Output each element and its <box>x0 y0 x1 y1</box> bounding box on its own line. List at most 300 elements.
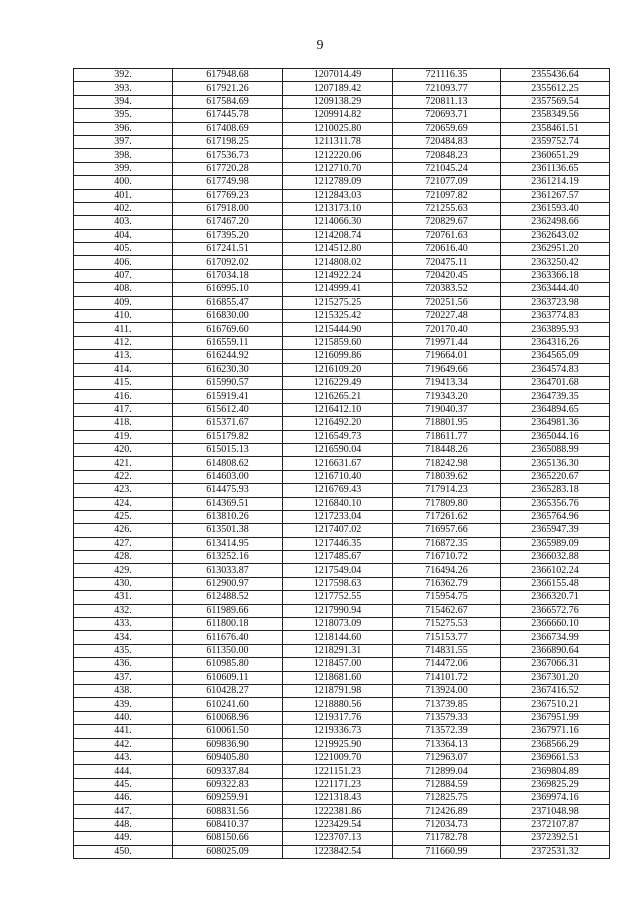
table-row <box>74 323 610 336</box>
coord-y2-cell: 2364565.09 <box>501 350 610 363</box>
coord-x1-cell: 613501.38 <box>173 524 283 537</box>
coord-x2-cell: 712426.89 <box>393 805 501 818</box>
coord-x2-cell: 721045.24 <box>393 162 501 175</box>
coord-x2-cell: 720616.40 <box>393 243 501 256</box>
coord-y1-cell: 1218457.00 <box>283 658 393 671</box>
point-number-cell: 417. <box>74 403 173 416</box>
coord-y2-cell: 2366734.99 <box>501 631 610 644</box>
coord-x1-cell: 615990.57 <box>173 376 283 389</box>
coord-x2-cell: 713364.13 <box>393 738 501 751</box>
table-row <box>74 69 610 82</box>
coord-y1-cell: 1217407.02 <box>283 524 393 537</box>
coord-x1-cell: 613252.16 <box>173 551 283 564</box>
coord-x1-cell: 608831.56 <box>173 805 283 818</box>
coord-y2-cell: 2355436.64 <box>501 69 610 82</box>
point-number-cell: 413. <box>74 350 173 363</box>
coord-x1-cell: 615179.82 <box>173 430 283 443</box>
coord-y1-cell: 1221318.43 <box>283 792 393 805</box>
coord-y1-cell: 1217598.63 <box>283 577 393 590</box>
point-number-cell: 431. <box>74 591 173 604</box>
coord-y1-cell: 1212843.03 <box>283 189 393 202</box>
coord-y2-cell: 2367971.16 <box>501 725 610 738</box>
point-number-cell: 426. <box>74 524 173 537</box>
coord-x1-cell: 617749.98 <box>173 176 283 189</box>
coord-y2-cell: 2366660.10 <box>501 618 610 631</box>
coord-y2-cell: 2368566.29 <box>501 738 610 751</box>
coord-y2-cell: 2355612.25 <box>501 82 610 95</box>
point-number-cell: 441. <box>74 725 173 738</box>
coord-x2-cell: 720693.71 <box>393 109 501 122</box>
coord-x1-cell: 611676.40 <box>173 631 283 644</box>
table-row <box>74 376 610 389</box>
coord-y2-cell: 2366890.64 <box>501 644 610 657</box>
coord-x2-cell: 721077.09 <box>393 176 501 189</box>
table-row <box>74 95 610 108</box>
coord-x1-cell: 613033.87 <box>173 564 283 577</box>
point-number-cell: 438. <box>74 684 173 697</box>
coord-y2-cell: 2367066.31 <box>501 658 610 671</box>
coord-y2-cell: 2371048.98 <box>501 805 610 818</box>
point-number-cell: 445. <box>74 778 173 791</box>
coord-x2-cell: 713572.39 <box>393 725 501 738</box>
coord-y2-cell: 2369825.29 <box>501 778 610 791</box>
table-row <box>74 390 610 403</box>
coord-y1-cell: 1216229.49 <box>283 376 393 389</box>
coord-x1-cell: 615015.13 <box>173 443 283 456</box>
coord-x1-cell: 610609.11 <box>173 671 283 684</box>
coord-x1-cell: 617921.26 <box>173 82 283 95</box>
coordinates-table-body <box>74 69 610 859</box>
coord-x2-cell: 715462.67 <box>393 604 501 617</box>
coord-x1-cell: 609836.90 <box>173 738 283 751</box>
coord-x2-cell: 714831.55 <box>393 644 501 657</box>
coord-y1-cell: 1216412.10 <box>283 403 393 416</box>
table-row <box>74 135 610 148</box>
point-number-cell: 416. <box>74 390 173 403</box>
coord-y2-cell: 2363250.42 <box>501 256 610 269</box>
point-number-cell: 403. <box>74 216 173 229</box>
table-row <box>74 457 610 470</box>
coord-x1-cell: 616995.10 <box>173 283 283 296</box>
point-number-cell: 399. <box>74 162 173 175</box>
coord-y2-cell: 2365764.96 <box>501 510 610 523</box>
coord-y1-cell: 1221009.70 <box>283 751 393 764</box>
coord-y2-cell: 2364574.83 <box>501 363 610 376</box>
coord-x2-cell: 717261.62 <box>393 510 501 523</box>
table-row <box>74 551 610 564</box>
table-row <box>74 350 610 363</box>
coord-x2-cell: 716957.66 <box>393 524 501 537</box>
point-number-cell: 392. <box>74 69 173 82</box>
coord-x2-cell: 719649.66 <box>393 363 501 376</box>
point-number-cell: 430. <box>74 577 173 590</box>
table-row <box>74 336 610 349</box>
coord-y1-cell: 1216590.04 <box>283 443 393 456</box>
point-number-cell: 412. <box>74 336 173 349</box>
coord-x1-cell: 612900.97 <box>173 577 283 590</box>
coord-y2-cell: 2358349.56 <box>501 109 610 122</box>
coord-x1-cell: 609337.84 <box>173 765 283 778</box>
coord-x2-cell: 720761.63 <box>393 229 501 242</box>
table-row <box>74 778 610 791</box>
point-number-cell: 397. <box>74 135 173 148</box>
point-number-cell: 395. <box>74 109 173 122</box>
coord-x1-cell: 611989.66 <box>173 604 283 617</box>
coord-y1-cell: 1223707.13 <box>283 832 393 845</box>
coord-y2-cell: 2357569.54 <box>501 95 610 108</box>
coord-x2-cell: 714472.06 <box>393 658 501 671</box>
table-row <box>74 363 610 376</box>
point-number-cell: 440. <box>74 711 173 724</box>
coord-x2-cell: 720251.56 <box>393 296 501 309</box>
coord-y2-cell: 2372107.87 <box>501 818 610 831</box>
table-row <box>74 216 610 229</box>
coord-y1-cell: 1215275.25 <box>283 296 393 309</box>
coord-y1-cell: 1212710.70 <box>283 162 393 175</box>
point-number-cell: 410. <box>74 310 173 323</box>
coord-x2-cell: 719343.20 <box>393 390 501 403</box>
coord-y1-cell: 1216710.40 <box>283 470 393 483</box>
table-row <box>74 792 610 805</box>
coord-x1-cell: 617918.00 <box>173 202 283 215</box>
point-number-cell: 449. <box>74 832 173 845</box>
table-row <box>74 564 610 577</box>
coord-x2-cell: 713739.85 <box>393 698 501 711</box>
coord-x2-cell: 720170.40 <box>393 323 501 336</box>
point-number-cell: 444. <box>74 765 173 778</box>
coord-y2-cell: 2363444.40 <box>501 283 610 296</box>
coord-x2-cell: 711782.78 <box>393 832 501 845</box>
coord-x1-cell: 617241.51 <box>173 243 283 256</box>
coord-x1-cell: 610985.80 <box>173 658 283 671</box>
coord-y2-cell: 2365044.16 <box>501 430 610 443</box>
coord-x2-cell: 718611.77 <box>393 430 501 443</box>
coordinates-table <box>73 68 610 859</box>
coord-y2-cell: 2359752.74 <box>501 135 610 148</box>
table-row <box>74 296 610 309</box>
coord-y2-cell: 2372392.51 <box>501 832 610 845</box>
coord-x1-cell: 616244.92 <box>173 350 283 363</box>
table-row <box>74 765 610 778</box>
coord-y2-cell: 2361214.19 <box>501 176 610 189</box>
coord-x1-cell: 610061.50 <box>173 725 283 738</box>
coord-x2-cell: 712034.73 <box>393 818 501 831</box>
table-row <box>74 818 610 831</box>
coord-x1-cell: 616830.00 <box>173 310 283 323</box>
coord-y1-cell: 1209914.82 <box>283 109 393 122</box>
table-row <box>74 644 610 657</box>
coord-x1-cell: 611350.00 <box>173 644 283 657</box>
point-number-cell: 443. <box>74 751 173 764</box>
coord-y2-cell: 2372531.32 <box>501 845 610 858</box>
coord-x2-cell: 716710.72 <box>393 551 501 564</box>
coord-y1-cell: 1216769.43 <box>283 484 393 497</box>
table-row <box>74 845 610 858</box>
coord-x1-cell: 617198.25 <box>173 135 283 148</box>
coord-y1-cell: 1211311.78 <box>283 135 393 148</box>
coord-y2-cell: 2361267.57 <box>501 189 610 202</box>
coord-x2-cell: 719040.37 <box>393 403 501 416</box>
coord-y2-cell: 2364739.35 <box>501 390 610 403</box>
table-row <box>74 443 610 456</box>
coord-y1-cell: 1221151.23 <box>283 765 393 778</box>
coord-x1-cell: 613414.95 <box>173 537 283 550</box>
coord-x1-cell: 610068.96 <box>173 711 283 724</box>
point-number-cell: 424. <box>74 497 173 510</box>
coord-y1-cell: 1207014.49 <box>283 69 393 82</box>
coord-y1-cell: 1218880.56 <box>283 698 393 711</box>
coord-x1-cell: 615612.40 <box>173 403 283 416</box>
coord-x1-cell: 614808.62 <box>173 457 283 470</box>
coord-y1-cell: 1217990.94 <box>283 604 393 617</box>
table-row <box>74 738 610 751</box>
coord-y1-cell: 1218144.60 <box>283 631 393 644</box>
coord-x2-cell: 721116.35 <box>393 69 501 82</box>
point-number-cell: 439. <box>74 698 173 711</box>
coord-y2-cell: 2369974.16 <box>501 792 610 805</box>
table-row <box>74 229 610 242</box>
table-row <box>74 189 610 202</box>
table-row <box>74 671 610 684</box>
coord-x1-cell: 611800.18 <box>173 618 283 631</box>
point-number-cell: 442. <box>74 738 173 751</box>
point-number-cell: 415. <box>74 376 173 389</box>
point-number-cell: 405. <box>74 243 173 256</box>
table-row <box>74 658 610 671</box>
point-number-cell: 437. <box>74 671 173 684</box>
coord-x1-cell: 614475.93 <box>173 484 283 497</box>
coord-y1-cell: 1210025.80 <box>283 122 393 135</box>
coord-y1-cell: 1219336.73 <box>283 725 393 738</box>
point-number-cell: 414. <box>74 363 173 376</box>
coord-y1-cell: 1213173.10 <box>283 202 393 215</box>
coord-y2-cell: 2363723.98 <box>501 296 610 309</box>
coord-y1-cell: 1214999.41 <box>283 283 393 296</box>
table-row <box>74 604 610 617</box>
point-number-cell: 446. <box>74 792 173 805</box>
coord-x2-cell: 712825.75 <box>393 792 501 805</box>
coord-x1-cell: 617092.02 <box>173 256 283 269</box>
coord-y1-cell: 1219317.76 <box>283 711 393 724</box>
coord-y1-cell: 1216631.67 <box>283 457 393 470</box>
point-number-cell: 436. <box>74 658 173 671</box>
coord-x2-cell: 718801.95 <box>393 417 501 430</box>
coord-x2-cell: 720484.83 <box>393 135 501 148</box>
table-row <box>74 510 610 523</box>
point-number-cell: 428. <box>74 551 173 564</box>
coord-x1-cell: 614603.00 <box>173 470 283 483</box>
coord-x1-cell: 609322.83 <box>173 778 283 791</box>
coord-x2-cell: 718039.62 <box>393 470 501 483</box>
point-number-cell: 448. <box>74 818 173 831</box>
point-number-cell: 408. <box>74 283 173 296</box>
coord-y1-cell: 1218291.31 <box>283 644 393 657</box>
coord-y2-cell: 2364894.65 <box>501 403 610 416</box>
coord-y1-cell: 1217549.04 <box>283 564 393 577</box>
coord-x1-cell: 617034.18 <box>173 269 283 282</box>
table-row <box>74 618 610 631</box>
point-number-cell: 447. <box>74 805 173 818</box>
table-row <box>74 256 610 269</box>
coord-y2-cell: 2365283.18 <box>501 484 610 497</box>
table-row <box>74 497 610 510</box>
coord-x2-cell: 718242.98 <box>393 457 501 470</box>
coord-y2-cell: 2366320.71 <box>501 591 610 604</box>
coord-x2-cell: 716872.35 <box>393 537 501 550</box>
table-row <box>74 243 610 256</box>
coord-y2-cell: 2362498.66 <box>501 216 610 229</box>
coord-y2-cell: 2361593.40 <box>501 202 610 215</box>
coord-x1-cell: 608410.37 <box>173 818 283 831</box>
table-row <box>74 591 610 604</box>
coord-x2-cell: 717809.80 <box>393 497 501 510</box>
point-number-cell: 421. <box>74 457 173 470</box>
coord-y2-cell: 2365989.09 <box>501 537 610 550</box>
coord-y2-cell: 2365088.99 <box>501 443 610 456</box>
coord-y2-cell: 2363774.83 <box>501 310 610 323</box>
coord-x2-cell: 720420.45 <box>393 269 501 282</box>
table-row <box>74 162 610 175</box>
table-row <box>74 524 610 537</box>
coord-y1-cell: 1218681.60 <box>283 671 393 684</box>
coord-x2-cell: 713924.00 <box>393 684 501 697</box>
coord-y1-cell: 1214512.80 <box>283 243 393 256</box>
coord-y1-cell: 1214066.30 <box>283 216 393 229</box>
table-row <box>74 283 610 296</box>
table-row <box>74 202 610 215</box>
coord-x2-cell: 718448.26 <box>393 443 501 456</box>
point-number-cell: 427. <box>74 537 173 550</box>
coord-y1-cell: 1212220.06 <box>283 149 393 162</box>
table-row <box>74 109 610 122</box>
coord-y2-cell: 2358461.51 <box>501 122 610 135</box>
table-row <box>74 149 610 162</box>
table-row <box>74 711 610 724</box>
coord-x1-cell: 617948.68 <box>173 69 283 82</box>
table-row <box>74 537 610 550</box>
table-row <box>74 403 610 416</box>
table-row <box>74 82 610 95</box>
table-row <box>74 417 610 430</box>
coord-y2-cell: 2367301.20 <box>501 671 610 684</box>
point-number-cell: 398. <box>74 149 173 162</box>
coord-x2-cell: 721093.77 <box>393 82 501 95</box>
coord-x2-cell: 715153.77 <box>393 631 501 644</box>
coord-y1-cell: 1222381.86 <box>283 805 393 818</box>
coord-x1-cell: 617720.28 <box>173 162 283 175</box>
table-row <box>74 470 610 483</box>
coord-y1-cell: 1217233.04 <box>283 510 393 523</box>
table-row <box>74 176 610 189</box>
coord-x1-cell: 616769.60 <box>173 323 283 336</box>
coord-x2-cell: 716494.26 <box>393 564 501 577</box>
coord-x1-cell: 612488.52 <box>173 591 283 604</box>
page-number: 9 <box>316 38 324 53</box>
coord-y1-cell: 1223429.54 <box>283 818 393 831</box>
coord-x1-cell: 616559.11 <box>173 336 283 349</box>
coord-x1-cell: 608025.09 <box>173 845 283 858</box>
coord-y2-cell: 2367416.52 <box>501 684 610 697</box>
coord-x2-cell: 715954.75 <box>393 591 501 604</box>
coord-y1-cell: 1209138.29 <box>283 95 393 108</box>
coord-y2-cell: 2360651.29 <box>501 149 610 162</box>
point-number-cell: 407. <box>74 269 173 282</box>
coord-y1-cell: 1217485.67 <box>283 551 393 564</box>
table-row <box>74 122 610 135</box>
coord-x2-cell: 720475.11 <box>393 256 501 269</box>
point-number-cell: 396. <box>74 122 173 135</box>
coord-x1-cell: 614369.51 <box>173 497 283 510</box>
coord-x2-cell: 715275.53 <box>393 618 501 631</box>
coord-x2-cell: 719413.34 <box>393 376 501 389</box>
table-row <box>74 269 610 282</box>
table-row <box>74 684 610 697</box>
table-row <box>74 832 610 845</box>
coord-x2-cell: 712884.59 <box>393 778 501 791</box>
point-number-cell: 401. <box>74 189 173 202</box>
coord-x1-cell: 615919.41 <box>173 390 283 403</box>
coord-x1-cell: 616230.30 <box>173 363 283 376</box>
coord-y1-cell: 1212789.09 <box>283 176 393 189</box>
point-number-cell: 429. <box>74 564 173 577</box>
point-number-cell: 419. <box>74 430 173 443</box>
coord-x1-cell: 617445.78 <box>173 109 283 122</box>
coord-x1-cell: 617408.69 <box>173 122 283 135</box>
coord-y2-cell: 2363366.18 <box>501 269 610 282</box>
point-number-cell: 435. <box>74 644 173 657</box>
coord-x2-cell: 721097.82 <box>393 189 501 202</box>
coord-y1-cell: 1218791.98 <box>283 684 393 697</box>
point-number-cell: 404. <box>74 229 173 242</box>
coord-x2-cell: 719664.01 <box>393 350 501 363</box>
coord-y2-cell: 2365220.67 <box>501 470 610 483</box>
table-row <box>74 725 610 738</box>
coord-y1-cell: 1216265.21 <box>283 390 393 403</box>
coord-y1-cell: 1215325.42 <box>283 310 393 323</box>
coord-x1-cell: 617395.20 <box>173 229 283 242</box>
coord-y2-cell: 2364981.36 <box>501 417 610 430</box>
point-number-cell: 450. <box>74 845 173 858</box>
coord-x2-cell: 712963.07 <box>393 751 501 764</box>
coord-y2-cell: 2366102.24 <box>501 564 610 577</box>
point-number-cell: 422. <box>74 470 173 483</box>
coord-x2-cell: 721255.63 <box>393 202 501 215</box>
coord-x1-cell: 609259.91 <box>173 792 283 805</box>
coord-y1-cell: 1215859.60 <box>283 336 393 349</box>
coord-y1-cell: 1221171.23 <box>283 778 393 791</box>
coord-x1-cell: 617769.23 <box>173 189 283 202</box>
table-row <box>74 751 610 764</box>
coord-y2-cell: 2365947.39 <box>501 524 610 537</box>
coord-y2-cell: 2366032.88 <box>501 551 610 564</box>
coord-x2-cell: 720848.23 <box>393 149 501 162</box>
table-row <box>74 631 610 644</box>
coord-x2-cell: 720383.52 <box>393 283 501 296</box>
coord-y2-cell: 2366155.48 <box>501 577 610 590</box>
coord-x1-cell: 617584.69 <box>173 95 283 108</box>
coord-y1-cell: 1207189.42 <box>283 82 393 95</box>
coord-x2-cell: 720227.48 <box>393 310 501 323</box>
table-row <box>74 484 610 497</box>
coord-y1-cell: 1218073.09 <box>283 618 393 631</box>
coord-y1-cell: 1216840.10 <box>283 497 393 510</box>
coord-y2-cell: 2369661.53 <box>501 751 610 764</box>
coord-y2-cell: 2366572.76 <box>501 604 610 617</box>
point-number-cell: 406. <box>74 256 173 269</box>
coord-y1-cell: 1216492.20 <box>283 417 393 430</box>
point-number-cell: 433. <box>74 618 173 631</box>
coord-x1-cell: 608150.66 <box>173 832 283 845</box>
